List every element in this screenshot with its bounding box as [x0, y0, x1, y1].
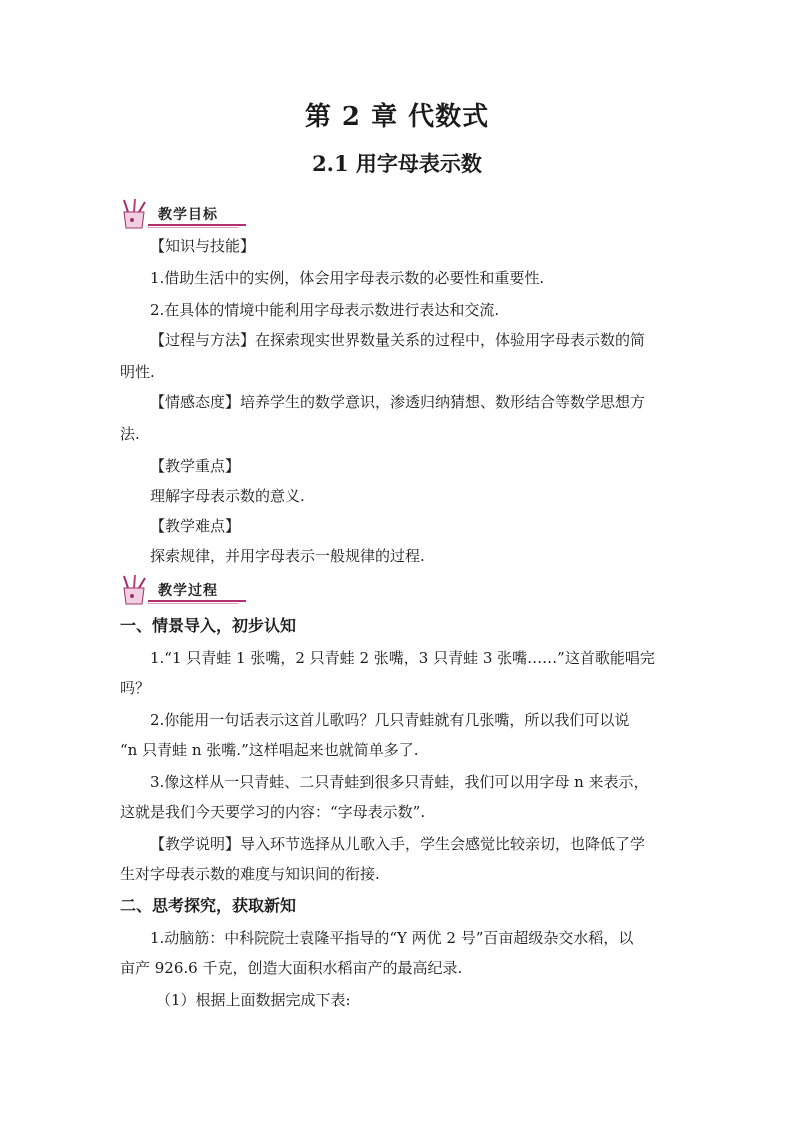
part1-item-1-line-2: 吗？ [120, 679, 151, 697]
banner-process [118, 574, 248, 608]
part1-heading: 一、情景导入，初步认知 [120, 616, 297, 635]
key-point-text: 理解字母表示数的意义. [150, 487, 305, 505]
banner-objectives-label: 教学目标 [158, 207, 218, 223]
part2-item-1-line-1: 1.动脑筋：中科院院士袁隆平指导的“Y 两优 2 号”百亩超级杂交水稻，以 [150, 929, 634, 947]
part1-item-3-line-2: 这就是我们今天要学习的内容：“字母表示数”. [120, 803, 426, 821]
knowledge-item-2: 2.在具体的情境中能利用字母表示数进行表达和交流. [150, 301, 500, 319]
knowledge-heading: 【知识与技能】 [150, 237, 256, 255]
part1-item-2-line-1: 2.你能用一句话表示这首儿歌吗？几只青蛙就有几张嘴，所以我们可以说 [150, 711, 630, 729]
part1-item-1-line-1: 1.“1 只青蛙 1 张嘴，2 只青蛙 2 张嘴，3 只青蛙 3 张嘴……”这首歌能唱完 [150, 649, 655, 667]
teaching-note-line-1: 【教学说明】导入环节选择从儿歌入手，学生会感觉比较亲切，也降低了学 [150, 835, 646, 853]
knowledge-item-1: 1.借助生活中的实例，体会用字母表示数的必要性和重要性. [150, 269, 545, 287]
method-line-1: 【过程与方法】在探索现实世界数量关系的过程中，体验用字母表示数的简 [150, 331, 646, 349]
difficulty-heading: 【教学难点】 [150, 517, 241, 535]
banner-objectives [118, 198, 248, 232]
part1-item-2-line-2: “n 只青蛙 n 张嘴.”这样唱起来也就简单多了. [120, 741, 419, 759]
method-line-2: 明性. [120, 363, 155, 381]
emotion-line-1: 【情感态度】培养学生的数学意识，渗透归纳猜想、数形结合等数学思想方 [150, 393, 646, 411]
emotion-line-2: 法. [120, 425, 140, 443]
part2-subquestion-1: （1）根据上面数据完成下表: [156, 991, 351, 1009]
section-title: 2.1 用字母表示数 [312, 151, 482, 176]
banner-process-label: 教学过程 [158, 583, 218, 599]
difficulty-text: 探索规律，并用字母表示一般规律的过程. [150, 547, 425, 565]
part2-heading: 二、思考探究，获取新知 [120, 896, 297, 915]
teaching-note-line-2: 生对字母表示数的难度与知识间的衔接. [120, 865, 380, 883]
part1-item-3-line-1: 3.像这样从一只青蛙、二只青蛙到很多只青蛙，我们可以用字母 n 来表示， [150, 773, 649, 791]
part2-item-1-line-2: 亩产 926.6 千克，创造大面积水稻亩产的最高纪录. [120, 959, 463, 977]
chapter-title: 第 2 章 代数式 [304, 102, 490, 132]
key-point-heading: 【教学重点】 [150, 457, 241, 475]
